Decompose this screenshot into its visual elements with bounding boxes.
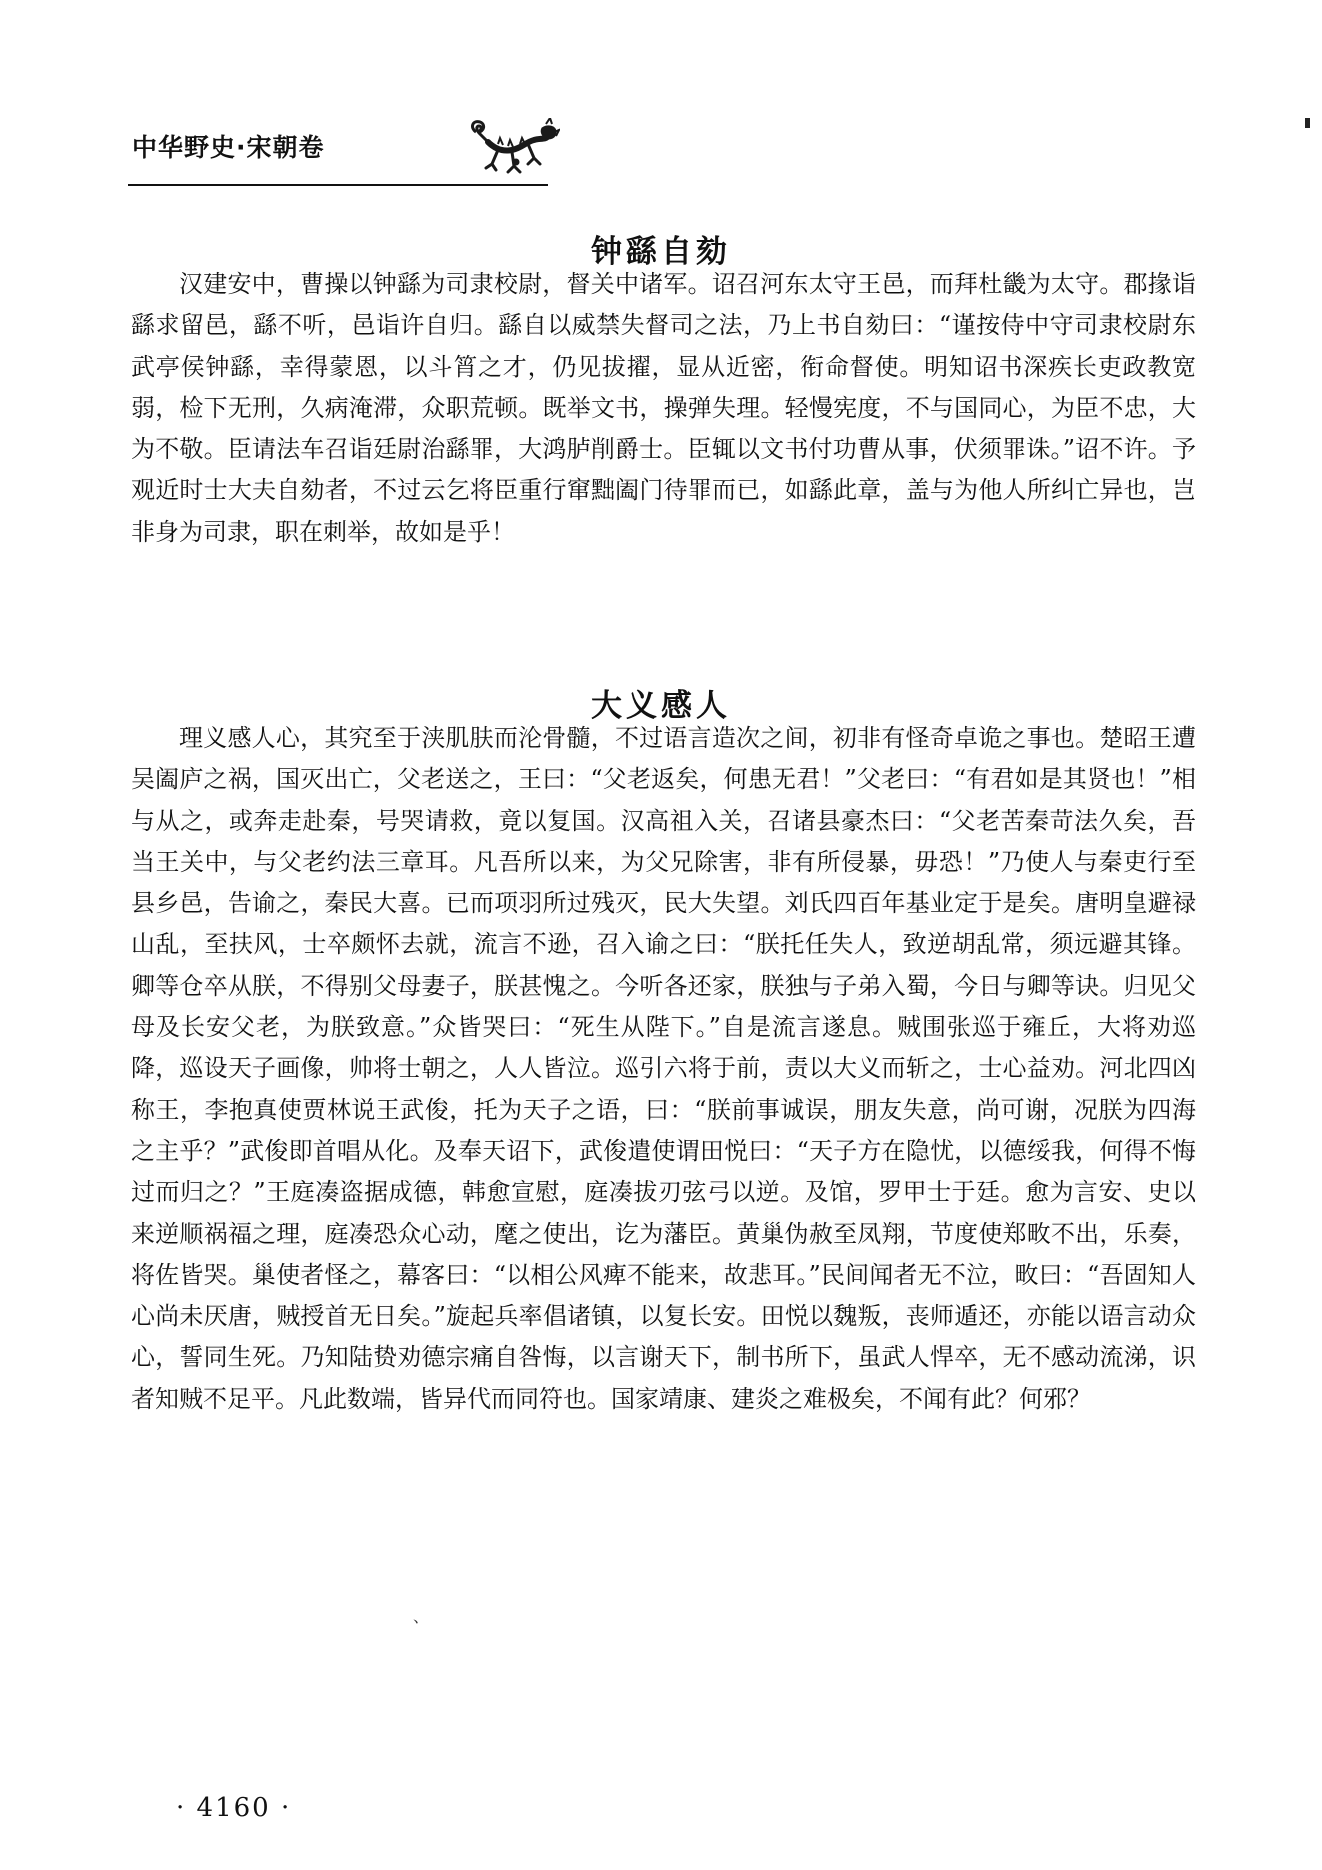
section-title: 钟繇自劾	[591, 234, 731, 270]
dragon-emblem-icon	[468, 118, 560, 176]
section-paragraph: 理义感人心，其究至于浃肌肤而沦骨髓，不过语言造次之间，初非有怪奇卓诡之事也。楚昭王遭吴阖庐之祸，国灭出亡，父老送之，王曰：“父老返矣，何患无君！”父老曰：“有君如是其贤也！”相与从之，或奔走赴秦，号哭请救，竟以复国。汉高祖入关，召诸县豪杰曰：“父老苦秦苛法久矣，吾当王关中，与父老约法三章耳。凡吾所以来，为父兄除害，非有所侵暴，毋恐！”乃使人与秦吏行至县乡邑，告谕之，秦民大喜。已而项羽所过残灭，民大失望。刘氏四百年基业定于是矣。唐明皇避禄山乱，至扶风，士卒颇怀去就，流言不逊，召入谕之曰：“朕托任失人，致逆胡乱常，须远避其锋。卿等仓卒从朕，不得别父母妻子，朕甚愧之。今听各还家，朕独与子弟入蜀，今日与卿等诀。归见父母及长安父老，为朕致意。”众皆哭曰：“死生从陛下。”自是流言遂息。贼围张巡于雍丘，大将劝巡降，巡设天子画像，帅将士朝之，人人皆泣。巡引六将于前，责以大义而斩之，士心益劝。河北四凶称王，李抱真使贾林说王武俊，托为天子之语，曰：“朕前事诚误，朋友失意，尚可谢，况朕为四海之主乎？”武俊即首唱从化。及奉天诏下，武俊遣使谓田悦曰：“天子方在隐忧，以德绥我，何得不悔过而归之？”王庭凑盗据成德，韩愈宣慰，庭凑拔刃弦弓以逆。及馆，罗甲士于廷。愈为言安、史以来逆顺祸福之理，庭凑恐众心动，麾之使出，讫为藩臣。黄巢伪赦至凤翔，节度使郑畋不出，乐奏，将佐皆哭。巢使者怪之，幕客曰：“以相公风痺不能来，故悲耳。”民间闻者无不泣，畋曰：“吾固知人心尚未厌唐，贼授首无日矣。”旋起兵率倡诸镇，以复长安。田悦以魏叛，丧师遁还，亦能以语言动众心，誓同生死。乃知陆贽劝德宗痛自咎悔，以言谢天下，制书所下，虽武人悍卒，无不感动流涕，识者知贼不足平。凡此数端，皆异代而同符也。国家靖康、建炎之难极矣，不闻有此？何邪？	[131, 724, 1196, 1413]
stray-mark: 、	[413, 1607, 430, 1626]
section-title: 大义感人	[591, 688, 731, 724]
running-header	[128, 118, 548, 186]
section-paragraph: 汉建安中，曹操以钟繇为司隶校尉，督关中诸军。诏召河东太守王邑，而拜杜畿为太守。郡掾诣繇求留邑，繇不听，邑诣许自归。繇自以威禁失督司之法，乃上书自劾曰：“谨按侍中守司隶校尉东武亭侯钟繇，幸得蒙恩，以斗筲之才，仍见拔擢，显从近密，衔命督使。明知诏书深疾长吏政教宽弱，检下无刑，久病淹滞，众职荒顿。既举文书，操弹失理。轻慢宪度，不与国同心，为臣不忠，大为不敬。臣请法车召诣廷尉治繇罪，大鸿胪削爵士。臣辄以文书付功曹从事，伏须罪诛。”诏不许。予观近时士大夫自劾者，不过云乞将臣重行窜黜阖门待罪而已，如繇此章，盖与为他人所纠亡异也，岂非身为司隶，职在刺举，故如是乎！	[131, 270, 1196, 546]
book-title: 中华野史·宋朝卷	[132, 133, 325, 162]
page-number: · 4160 ·	[176, 1793, 292, 1823]
scan-corner-mark	[1305, 118, 1310, 128]
